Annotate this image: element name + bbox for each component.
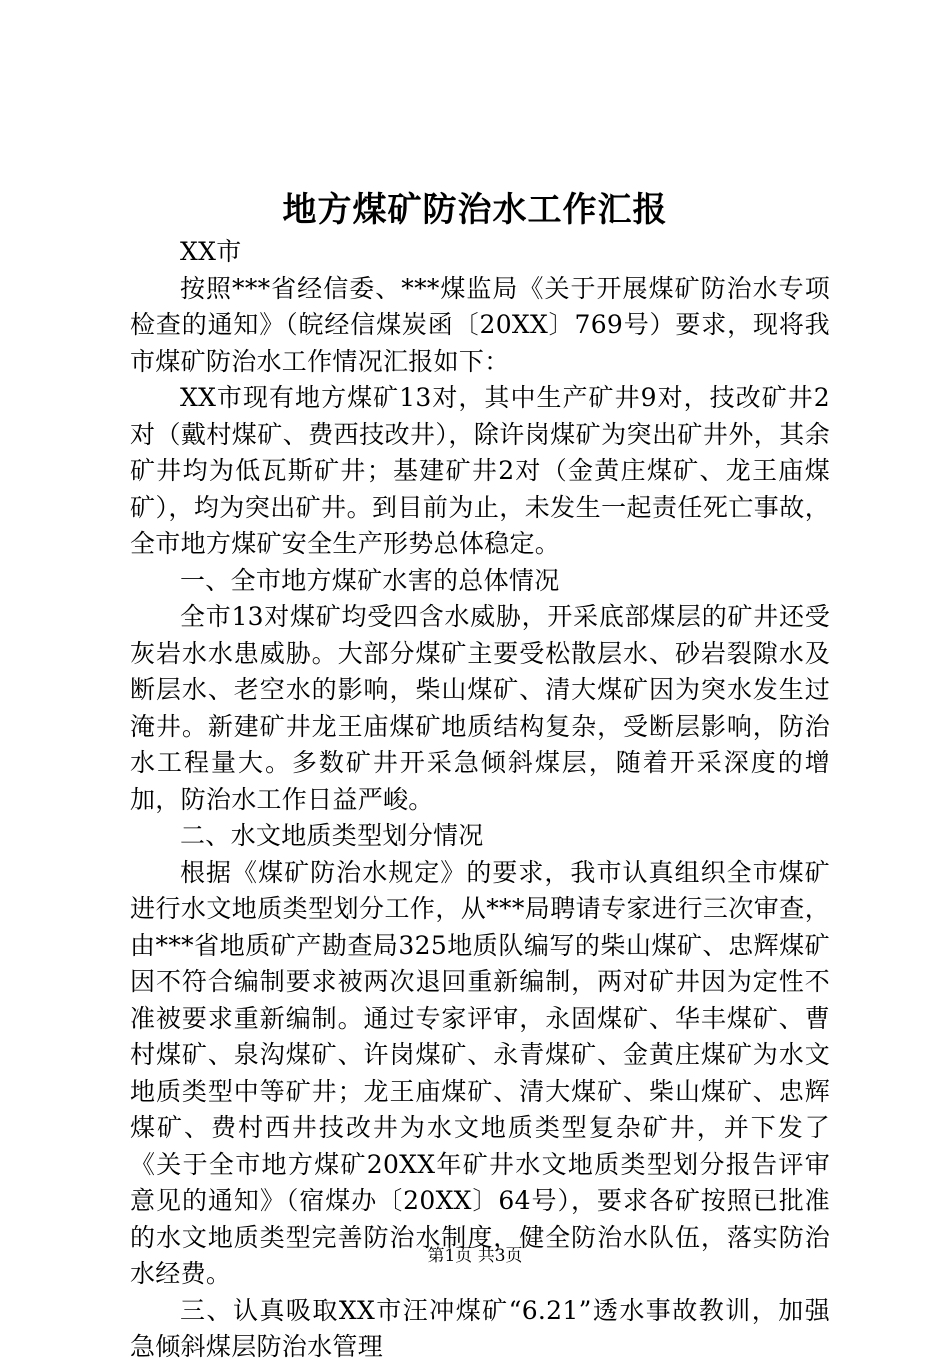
section-heading-3: 三、认真吸取XX市汪冲煤矿“6.21”透水事故教训，加强急倾斜煤层防治水管理 bbox=[130, 1295, 830, 1361]
page-number: 第1页 共3页 bbox=[427, 1246, 523, 1266]
document-body bbox=[130, 234, 830, 1366]
paragraph-hydrogeology: 根据《煤矿防治水规定》的要求，我市认真组织全市煤矿进行水文地质类型划分工作，从***局聘请专家进行三次审查，由***省地质矿产勘查局325地质队编写的柴山煤矿、忠辉煤矿因不符合编制要求被两次退回重新编制，两对矿井因为定性不准被要求重新编制。通过专家评审，永固煤矿、华丰煤矿、曹村煤矿、泉沟煤矿、许岗煤矿、永青煤矿、金黄庄煤矿为水文地质类型中等矿井；龙王庙煤矿、清大煤矿、柴山煤矿、忠辉煤矿、费村西井技改井为水文地质类型复杂矿井，并下发了《关于全市地方煤矿20XX年矿井水文地质类型划分报告评审意见的通知》（宿煤办〔20XX〕64号），要求各矿按照已批准的水文地质类型完善防治水制度，健全防治水队伍，落实防治水经费。 bbox=[130, 857, 830, 1288]
document-title: 地方煤矿防治水工作汇报 bbox=[282, 190, 668, 230]
section-heading-2: 二、水文地质类型划分情况 bbox=[180, 821, 484, 850]
paragraph-water-hazard: 全市13对煤矿均受四含水威胁，开采底部煤层的矿井还受灰岩水水患威胁。大部分煤矿主要受松散层水、砂岩裂隙水及断层水、老空水的影响，柴山煤矿、清大煤矿因为突水发生过淹井。新建矿井龙王庙煤矿地质结构复杂，受断层影响，防治水工程量大。多数矿井开采急倾斜煤层，随着开采深度的增加，防治水工作日益严峻。 bbox=[130, 602, 830, 814]
section-heading-1: 一、全市地方煤矿水害的总体情况 bbox=[180, 565, 560, 595]
paragraph-overview: XX市现有地方煤矿13对，其中生产矿井9对，技改矿井2对（戴村煤矿、费西技改井），除许岗煤矿为突出矿井外，其余矿井均为低瓦斯矿井；基建矿井2对（金黄庄煤矿、龙王庙煤矿），均为突出矿井。到目前为止，未发生一起责任死亡事故，全市地方煤矿安全生产形势总体稳定。 bbox=[130, 383, 830, 558]
paragraph-intro: 按照***省经信委、***煤监局《关于开展煤矿防治水专项检查的通知》（皖经信煤炭函〔20XX〕769号）要求，现将我市煤矿防治水工作情况汇报如下： bbox=[130, 273, 830, 376]
paragraph-recipient: XX市 bbox=[180, 237, 242, 266]
